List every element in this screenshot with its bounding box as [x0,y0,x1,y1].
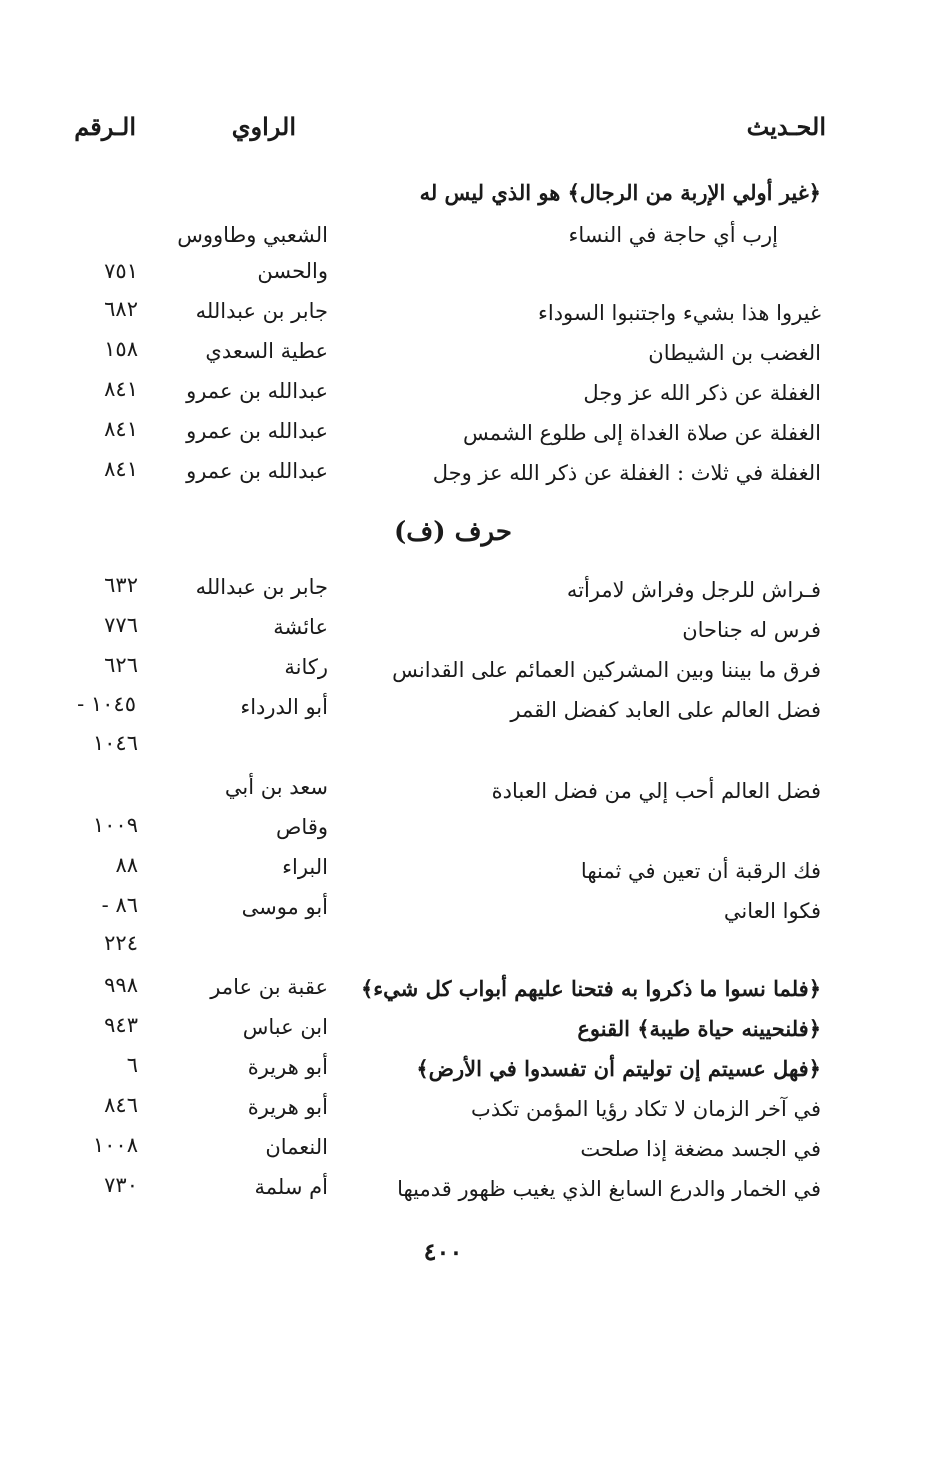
narrator-text: عائشة [273,615,328,639]
hadith-text: في الخمار والدرع السابغ الذي يغيب ظهور قدميها [397,1177,821,1201]
section-title: حرف (ف) [394,517,512,547]
hadith-number: ٩٩٨ [104,973,138,997]
narrator-text: ابن عباس [242,1015,328,1039]
narrator-text: أبو الدرداء [240,695,328,719]
narrator-text: الشعبي وطاووس [177,223,328,247]
hadith-text: الغفلة في ثلاث : الغفلة عن ذكر الله عز وجل [432,461,821,485]
hadith-number: ٧٧٦ [104,613,138,637]
narrator-text: أبو هريرة [247,1095,328,1119]
hadith-number: ٩٤٣ [104,1013,138,1037]
narrator-text: والحسن [257,259,328,283]
hadith-text: الغضب بن الشيطان [648,341,821,365]
hadith-text: في الجسد مضغة إذا صلحت [580,1137,821,1161]
header-hadith: الحـديث [746,112,826,141]
header-narrator: الراوي [231,112,296,141]
hadith-text: غيروا هذا بشيء واجتنبوا السوداء [538,301,821,325]
hadith-number: ٨٤١ [104,377,138,401]
hadith-text: الغفلة عن صلاة الغداة إلى طلوع الشمس [462,421,821,445]
hadith-number: ١٥٨ [104,337,138,361]
hadith-number: ٦٨٢ [104,297,138,321]
narrator-text: جابر بن عبدالله [195,575,328,599]
hadith-text: ﴿فلما نسوا ما ذكروا به فتحنا عليهم أبواب كل شيء﴾ [360,976,821,1001]
narrator-text: وقاص [276,815,328,839]
hadith-number: ٨٦ - [101,893,138,917]
header-number: الـرقم [74,112,136,141]
page-number: ٤٠٠ [423,1237,463,1266]
hadith-number: ٨٤٦ [104,1093,138,1117]
hadith-text: ﴿فهل عسيتم إن توليتم أن تفسدوا في الأرض﴾ [416,1056,821,1081]
hadith-text: فكوا العاني [723,899,821,923]
hadith-text: ﴿فلنحيينه حياة طيبة﴾ القنوع [577,1016,821,1041]
hadith-number: ٧٣٠ [104,1173,138,1197]
narrator-text: عقبة بن عامر [210,975,328,999]
narrator-text: ركانة [284,655,328,679]
hadith-number: ٨٨ [115,853,138,877]
narrator-text: أبو موسى [241,895,328,919]
narrator-text: عبدالله بن عمرو [186,379,328,403]
hadith-number: ٨٤١ [104,457,138,481]
hadith-number: ٧٥١ [104,259,138,283]
narrator-text: البراء [282,855,328,879]
hadith-text: إرب أي حاجة في النساء [568,223,778,247]
narrator-text: عبدالله بن عمرو [186,459,328,483]
narrator-text: أم سلمة [254,1175,328,1199]
hadith-number: ١٠٠٩ [92,813,138,837]
hadith-number: ١٠٤٦ [92,731,138,755]
hadith-text: فرس له جناحان [682,618,821,642]
narrator-text: أبو هريرة [247,1055,328,1079]
hadith-text: فضل العالم أحب إلي من فضل العبادة [491,779,821,803]
hadith-number: ٨٤١ [104,417,138,441]
narrator-text: النعمان [265,1135,328,1159]
hadith-text: في آخر الزمان لا تكاد رؤيا المؤمن تكذب [471,1097,821,1121]
hadith-text: فضل العالم على العابد كفضل القمر [510,698,821,722]
narrator-text: عطية السعدي [205,339,328,363]
narrator-text: سعد بن أبي [224,775,328,799]
hadith-number: ١٠٤٥ - [77,692,136,716]
hadith-number: ٢٢٤ [104,931,138,955]
hadith-number: ٦ [126,1053,138,1077]
hadith-text: فك الرقبة أن تعين في ثمنها [580,859,821,883]
hadith-text: الغفلة عن ذكر الله عز وجل [583,381,821,405]
hadith-number: ١٠٠٨ [92,1133,138,1157]
hadith-text: فرق ما بيننا وبين المشركين العمائم على القدانس [392,658,821,682]
hadith-number: ٦٢٦ [104,653,138,677]
narrator-text: عبدالله بن عمرو [186,419,328,443]
narrator-text: جابر بن عبدالله [195,299,328,323]
hadith-text: ﴿غير أولي الإربة من الرجال﴾ هو الذي ليس له [419,180,821,205]
hadith-text: فـراش للرجل وفراش لامرأته [566,578,821,602]
hadith-number: ٦٣٢ [104,573,138,597]
